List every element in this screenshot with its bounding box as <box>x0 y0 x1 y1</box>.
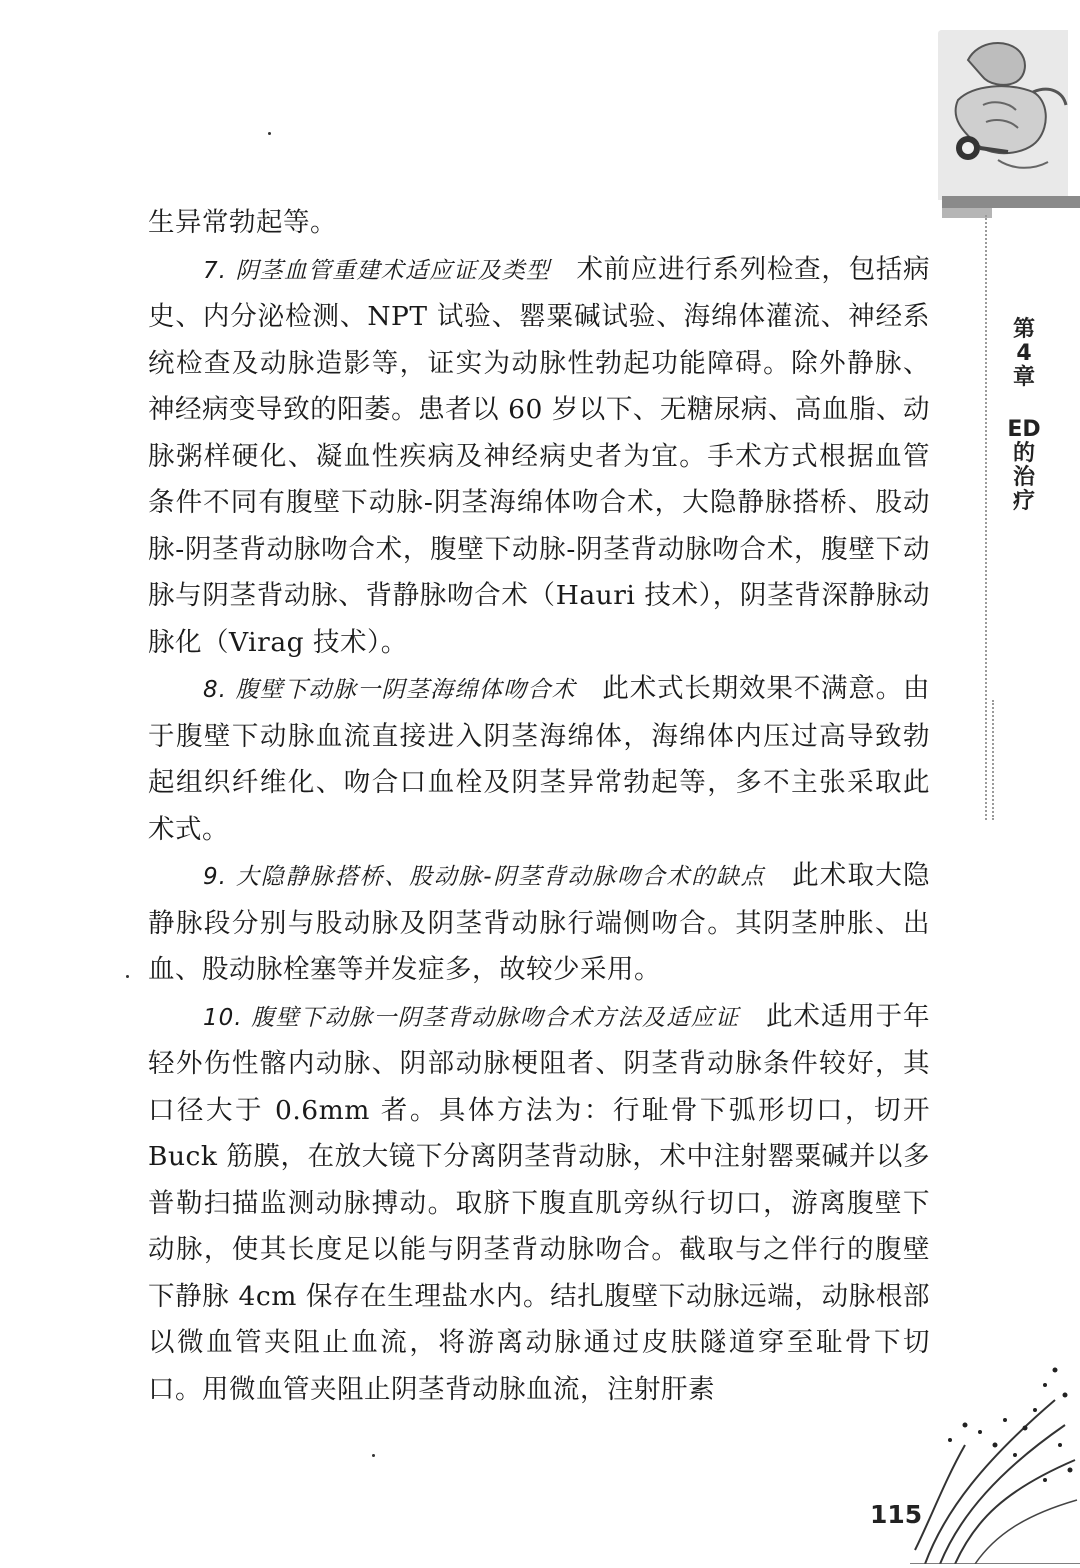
paragraph-7 <box>148 247 930 667</box>
section-heading-9: 9. 大隐静脉搭桥、股动脉-阴茎背动脉吻合术的缺点 <box>203 864 766 890</box>
paragraph-9 <box>148 853 930 994</box>
chapter-tab-bar <box>942 196 1080 208</box>
title-char-4: 疗 <box>1012 489 1035 514</box>
margin-dotted-line-inner <box>992 700 994 820</box>
section-heading-10: 10. 腹壁下动脉一阴茎背动脉吻合术方法及适应证 <box>203 1004 740 1031</box>
paragraph-9-text: 此术取大隐静脉段分别与股动脉及阴茎背动脉行端侧吻合。其阴茎肿胀、出血、股动脉栓塞等并发症多，故较少采用。 <box>148 860 930 985</box>
section-heading-8: 8. 腹壁下动脉一阴茎海绵体吻合术 <box>203 677 577 703</box>
scan-speck <box>268 132 271 135</box>
title-char-3: 治 <box>1012 465 1035 490</box>
scan-speck <box>372 1454 375 1457</box>
chapter-char-1: 第 <box>1012 317 1035 342</box>
page-number: 115 <box>870 1500 923 1529</box>
paragraph-8-text: 此术式长期效果不满意。由于腹壁下动脉血流直接进入阴茎海绵体，海绵体内压过高导致勃起组织纤维化、吻合口血栓及阴茎异常勃起等，多不主张采取此术式。 <box>148 673 930 845</box>
scan-speck <box>126 975 129 978</box>
title-char-1: ED <box>1007 417 1041 442</box>
title-char-2: 的 <box>1012 441 1035 466</box>
bodybuilder-illustration <box>938 30 1068 200</box>
paragraph-10 <box>148 994 930 1414</box>
chapter-char-3: 章 <box>1012 365 1035 390</box>
sparkle-spray-illustration <box>905 1350 1080 1564</box>
margin-dotted-line <box>985 215 987 820</box>
chapter-char-2: 4 <box>1016 341 1032 366</box>
paragraph-10-text: 此术适用于年轻外伤性髂内动脉、阴部动脉梗阻者、阴茎背动脉条件较好，其口径大于 0.6mm 者。具体方法为：行耻骨下弧形切口，切开 Buck 筋膜，在放大镜下分离阴茎背动脉，术中注射罂粟碱并以多普勒扫描监测动脉搏动。取脐下腹直肌旁纵行切口，游离腹壁下动脉，使其长度足以能与阴茎背动脉吻合。截取与之伴行的腹壁下静脉 4cm 保存在生理盐水内。结扎腹壁下动脉远端，动脉根部以微血管夹阻止血流，将游离动脉通过皮肤隧道穿至耻骨下切口。用微血管夹阻止阴茎背动脉血流，注射肝素 <box>148 1000 931 1405</box>
paragraph-8 <box>148 666 930 853</box>
paragraph-7-text: 术前应进行系列检查，包括病史、内分泌检测、NPT 试验、罂粟碱试验、海绵体灌流、神经系统检查及动脉造影等，证实为动脉性勃起功能障碍。除外静脉、神经病变导致的阳萎。患者以 60 岁以下、无糖尿病、高血脂、动脉粥样硬化、凝血性疾病及神经病史者为宜。手术方式根据血管条件不同有腹壁下动脉-阴茎海绵体吻合术，大隐静脉搭桥、股动脉-阴茎背动脉吻合术，腹壁下动脉-阴茎背动脉吻合术，腹壁下动脉与阴茎背动脉、背静脉吻合术（Hauri 技术），阴茎背深静脉动脉化（Virag 技术）。 <box>148 253 930 658</box>
section-heading-7: 7. 阴茎血管重建术适应证及类型 <box>203 257 551 284</box>
chapter-side-label <box>1004 318 1044 514</box>
paragraph-continuation: 生异常勃起等。 <box>148 207 337 238</box>
body-text <box>148 200 930 1413</box>
